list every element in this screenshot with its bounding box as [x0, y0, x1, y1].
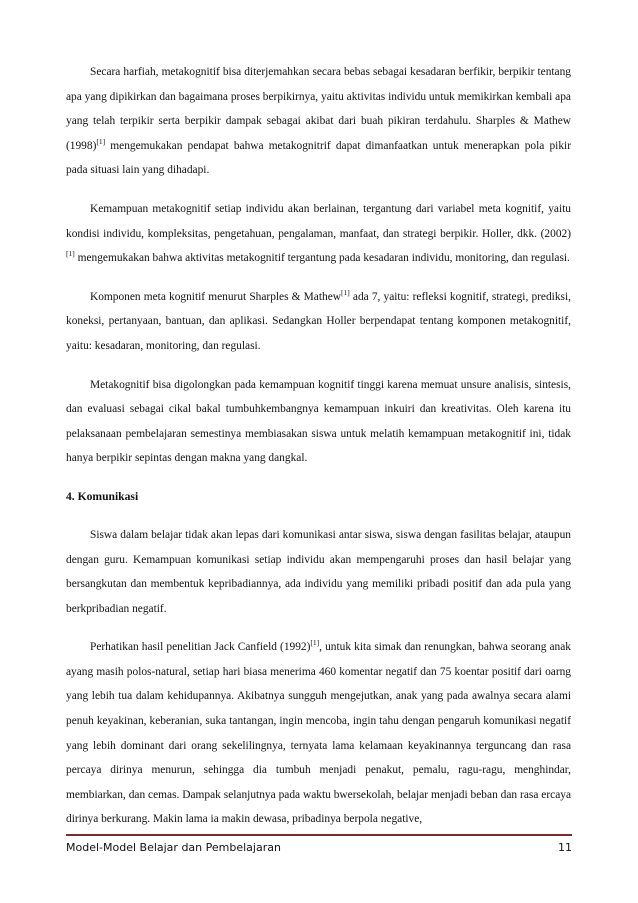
citation: [1]: [96, 136, 106, 146]
paragraph-1: Secara harfiah, metakognitif bisa diterjemahkan secara bebas sebagai kesadaran berfikir, berpikir tentang apa yang dipikirkan dan bagaimana proses berpikirnya, yaitu aktivitas individu untuk memikirkan kembali apa yang telah terpikir serta berpikir dampak sebagai akibat dari buah pikiran terdahulu. Sharples & Mathew (1998)[1] mengemukakan pendapat bahwa metakognitrif dapat dimanfaatkan untuk menerapkan pola pikir pada situasi lain yang dihadapi.: [66, 66, 571, 177]
citation: [1]: [310, 638, 320, 648]
footer-title: Model-Model Belajar dan Pembelajaran: [66, 841, 281, 854]
paragraph-3: Komponen meta kognitif menurut Sharples & Mathew[1] ada 7, yaitu: refleksi kognitif, strategi, prediksi, koneksi, pertanyaan, bantuan, dan aplikasi. Sedangkan Holler berpendapat tentang komponen metakognitif, yaitu: kesadaran, monitoring, dan regulasi.: [66, 287, 571, 352]
page-footer: [66, 841, 572, 859]
paragraph-5: Siswa dalam belajar tidak akan lepas dari komunikasi antar siswa, siswa dengan fasilitas belajar, ataupun dengan guru. Kemampuan komunikasi setiap individu akan mempengaruhi proses dan hasil belajar yang bersangkutan dan membentuk kepribadiannya, ada individu yang memiliki pribadi positif dan ada pula yang berkpribadian negatif.: [66, 528, 571, 615]
section-heading: 4. Komunikasi: [66, 489, 139, 503]
citation: [1]: [66, 249, 75, 259]
paragraph-6: Perhatikan hasil penelitian Jack Canfield (1992)[1], untuk kita simak dan renungkan, bahwa seorang anak ayang masih polos-natural, setiap hari biasa menerima 460 komentar negatif dan 75 koentar positif dari oarng yang lebih tua dalam kehidupannya. Akibatnya sungguh mengejutkan, anak yang pada awalnya secara alami penuh keyakinan, keberanian, suka tantangan, ingin mencoba, ingin tahu dengan pengaruh komunikasi negatif yang lebih dominant dari orang sekelilingnya, ternyata lama kelamaan keyakinannya terguncang dan rasa percaya dirinya menurun, sehingga dia tumbuh menjadi penakut, pemalu, ragu-ragu, menghindar, membiarkan, dan cemas. Dampak selanjutnya pada waktu bwersekolah, belajar menjadi beban dan rasa ercaya dirinya berkurang. Makin lama ia makin dewasa, pribadinya berpola negative,: [66, 638, 572, 826]
footer-divider: [66, 834, 572, 836]
citation: [1]: [341, 287, 350, 297]
paragraph-4: Metakognitif bisa digolongkan pada kemampuan kognitif tinggi karena memuat unsure analisis, sintesis, dan evaluasi sebagai cikal bakal tumbuhkembangnya kemampuan inkuiri dan kreativitas. Oleh karena itu pelaksanaan pembelajaran semestinya membiasakan siswa untuk melatih kemampuan metakognitif ini, tidak hanya berpikir sepintas dengan makna yang dangkal.: [66, 378, 571, 465]
page-number: 11: [558, 841, 572, 854]
paragraph-2: Kemampuan metakognitif setiap individu akan berlainan, tergantung dari variabel meta kognitif, yaitu kondisi individu, kompleksitas, pengetahuan, pengalaman, manfaat, dan strategi berpikir. Holler, dkk. (2002)[1] mengemukakan bahwa aktivitas metakognitif tergantung pada kesadaran individu, monitoring, dan regulasi.: [66, 202, 571, 265]
page-content: [66, 60, 571, 846]
